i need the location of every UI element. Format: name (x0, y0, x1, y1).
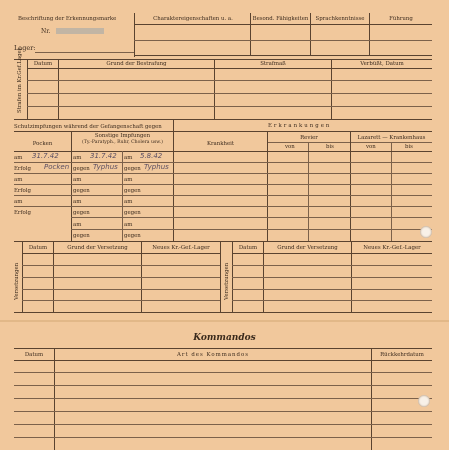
pox-result: Pocken (44, 163, 70, 171)
pox-erfolg-1: Erfolg (14, 166, 31, 172)
rule (14, 312, 432, 313)
rule (14, 119, 432, 120)
rule (22, 253, 220, 254)
rule (173, 206, 432, 207)
rule (14, 385, 432, 386)
other-gegen-3: gegen (73, 188, 90, 194)
other-gegen-5: gegen (73, 210, 90, 216)
punch-hole-top (420, 226, 432, 238)
other-am-2: am (124, 155, 133, 161)
rule (14, 131, 173, 132)
pox-am-2: am (14, 177, 23, 183)
hospital-von: von (366, 144, 376, 150)
other-vacc-2: Typhus (144, 163, 169, 171)
pox-erfolg-3: Erfolg (14, 210, 31, 216)
other-date-1: 31.7.42 (90, 152, 117, 160)
punish-served-header: Verbüßt, Datum (360, 61, 404, 67)
kommandos-title: Kommandos (193, 333, 256, 343)
rule (22, 289, 220, 290)
rule (14, 59, 432, 60)
disease-header: Krankheit (206, 141, 235, 147)
rule (173, 184, 432, 185)
rule (14, 195, 173, 196)
hospital-bis: bis (405, 144, 413, 150)
rule (14, 151, 432, 152)
rule (14, 398, 432, 399)
other-gegen-2: gegen (124, 166, 141, 172)
punish-side-label: Strafen im Kr.Gef.Lager (17, 47, 23, 113)
rule (308, 142, 309, 241)
punish-reason-header: Grund der Bestrafung (106, 61, 167, 67)
transfer-date-right: Datum (238, 245, 258, 251)
character-header: Charaktereigenschaften u. a. (153, 16, 233, 22)
other-vacc-header: Sonstige Impfungen (94, 133, 151, 139)
rule (232, 253, 432, 254)
rule (371, 348, 372, 450)
kommando-return-header: Rückkehrdatum (380, 352, 424, 358)
rule (14, 184, 173, 185)
id-mark-label: Beschriftung der Erkennungsmarke (18, 16, 117, 22)
rule (134, 13, 135, 57)
transfer-side-right: Versetzungen (224, 262, 230, 300)
hospital-header: Lazarett — Krankenhaus (357, 135, 426, 141)
other-am-7: am (73, 222, 82, 228)
transfer-reason-left: Grund der Versetzung (67, 245, 128, 251)
other-am-1: am (73, 155, 82, 161)
other-vacc-1: Typhus (93, 163, 118, 171)
kommando-type-header: Art des Kommandos (177, 352, 249, 358)
rule (220, 241, 221, 312)
rule (134, 24, 432, 25)
transfer-side-left: Versetzungen (14, 262, 20, 300)
transfer-date-left: Datum (28, 245, 48, 251)
rule (14, 424, 432, 425)
rule (71, 131, 72, 241)
rule (14, 372, 432, 373)
other-am-6: am (124, 199, 133, 205)
transfer-camp-right: Neues Kr.-Gef.-Lager (363, 245, 421, 251)
transfer-reason-right: Grund der Versetzung (277, 245, 338, 251)
rule (134, 55, 432, 56)
other-am-8: am (124, 222, 133, 228)
camp-line (35, 52, 135, 53)
transfer-camp-left: Neues Kr.-Gef.-Lager (152, 245, 210, 251)
rule (54, 348, 55, 450)
redacted-number (56, 28, 104, 34)
rule (122, 151, 123, 241)
other-am-3: am (73, 177, 82, 183)
rule (173, 173, 432, 174)
rule (267, 131, 268, 241)
rule (27, 106, 432, 107)
revier-header: Revier (300, 135, 318, 141)
rule (22, 265, 220, 266)
rule (173, 229, 432, 230)
other-gegen-8: gegen (124, 233, 141, 239)
pox-date: 31.7.42 (32, 152, 59, 160)
rule (350, 131, 351, 241)
rule (232, 289, 432, 290)
punch-hole-bottom (418, 395, 430, 407)
rule (71, 229, 173, 230)
rule (14, 437, 432, 438)
other-gegen-6: gegen (124, 210, 141, 216)
rule (232, 277, 432, 278)
rule (173, 217, 432, 218)
revier-bis: bis (326, 144, 334, 150)
rule (173, 195, 432, 196)
rule (22, 300, 220, 301)
rule (268, 142, 350, 143)
rule (232, 265, 432, 266)
rule (14, 241, 432, 242)
pox-erfolg-2: Erfolg (14, 188, 31, 194)
rule (391, 142, 392, 241)
vacc-section-label: Schutzimpfungen während der Gefangenschaft gegen (14, 124, 162, 130)
other-am-4: am (124, 177, 133, 183)
other-gegen-4: gegen (124, 188, 141, 194)
rule (71, 217, 173, 218)
other-gegen-7: gegen (73, 233, 90, 239)
rule (173, 131, 432, 132)
rule (14, 411, 432, 412)
other-am-5: am (73, 199, 82, 205)
conduct-header: Führung (389, 16, 413, 22)
other-vacc-sub: (Ty.-Paratyph., Ruhr, Cholera usw.) (82, 140, 163, 145)
rule (14, 360, 432, 361)
rule (27, 93, 432, 94)
revier-von: von (285, 144, 295, 150)
nr-label: Nr. (41, 28, 51, 35)
rule (232, 300, 432, 301)
illness-section-label: Erkrankungen (268, 123, 332, 129)
rule (173, 162, 432, 163)
rule (134, 40, 432, 41)
paper-fold (0, 320, 449, 322)
camp-label: Lager: (14, 44, 36, 52)
languages-header: Sprachkenntnisse (315, 16, 365, 22)
punish-measure-header: Strafmaß (260, 61, 286, 67)
other-gegen-1: gegen (73, 166, 90, 172)
skills-header: Besond. Fähigkeiten (252, 16, 309, 22)
rule (22, 277, 220, 278)
pox-am-3: am (14, 199, 23, 205)
pox-header: Pocken (32, 141, 53, 147)
rule (173, 120, 174, 241)
rule (14, 348, 432, 349)
punish-date-header: Datum (33, 61, 53, 67)
rule (14, 206, 173, 207)
rule (27, 80, 432, 81)
pox-am-1: am (14, 155, 23, 161)
kommando-date-header: Datum (24, 352, 44, 358)
other-date-2: 5.8.42 (140, 152, 163, 160)
rule (27, 68, 432, 69)
rule (14, 173, 173, 174)
